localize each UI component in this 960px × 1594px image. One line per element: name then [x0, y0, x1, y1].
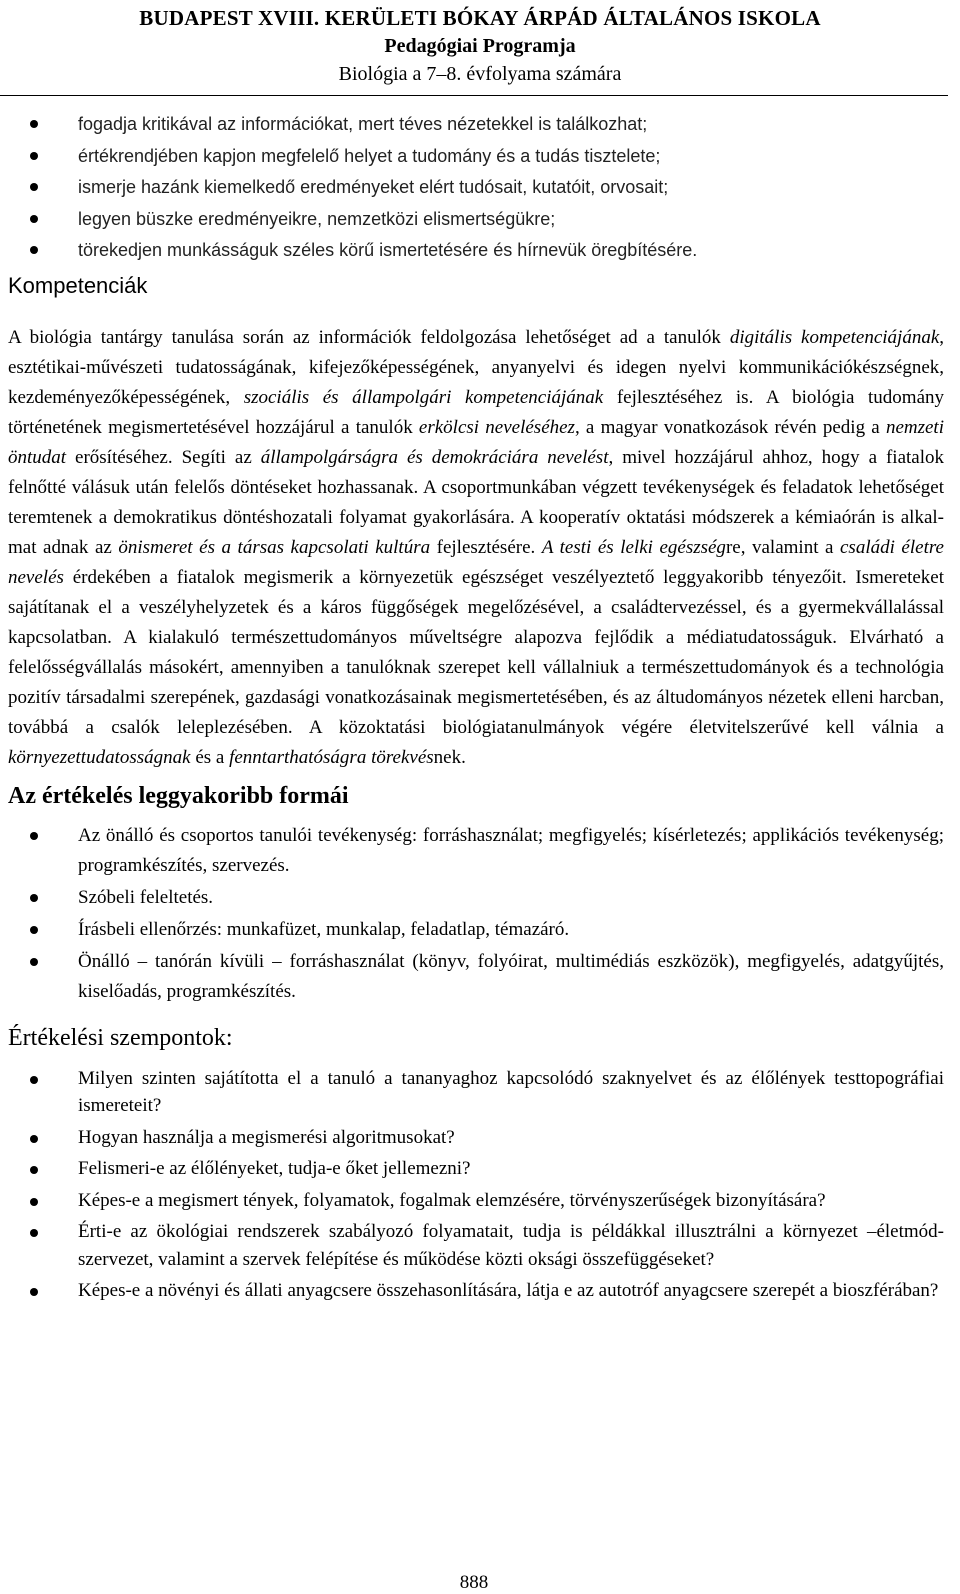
ertekelesi-szempontok-section — [8, 1021, 944, 1305]
list-item: Képes-e a növényi és állati anyagcsere összehasonlítására, látja e az autotróf anyagcsere szerepét a bioszférában? — [8, 1277, 944, 1305]
list-item: Szóbeli feleltetés. — [8, 883, 944, 913]
text-run: , a magyar vonatkozások révén pedig a — [574, 416, 886, 438]
bullet-icon — [30, 215, 38, 223]
kompetenciak-heading: Kompetenciák — [8, 272, 148, 298]
list-item: fogadja kritikával az információkat, mert téves nézetekkel is találkozhat; — [8, 109, 944, 141]
italic-phrase: szociális és állampolgári kompetenciájának — [243, 386, 604, 408]
list-item: Felismeri-e az élőlényeket, tudja-e őket jellemezni? — [8, 1155, 944, 1183]
ertekeles-formai-heading: Az értékelés leggyakoribb formái — [8, 782, 349, 809]
italic-phrase: állampolgárságra és demokráciára nevelést — [260, 446, 609, 468]
text-run: A biológia tantárgy tanulása során az információk feldolgozása lehetőséget ad a tanulók — [8, 326, 730, 348]
subject-subtitle: Biológia a 7–8. évfolyama számára — [338, 63, 622, 85]
list-item: Hogyan használja a megismerési algoritmusokat? — [8, 1124, 944, 1152]
bullet-icon — [30, 1135, 38, 1143]
bullet-icon — [30, 1076, 38, 1084]
program-title: Pedagógiai Programja — [384, 35, 576, 57]
text-run: nek. — [433, 746, 466, 768]
list-item: Milyen szinten sajátította el a tanuló a tananyaghoz kapcsolódó szaknyelvet és az élőlények testtopográfiai ismereteit? — [8, 1065, 944, 1120]
school-name: BUDAPEST XVIII. KERÜLETI BÓKAY ÁRPÁD ÁLTALÁNOS ISKOLA — [139, 6, 821, 30]
text-run: , mivel hozzájárul ahhoz, hogy a fiatalok felnőtté válásuk után felelős döntéseket hozhassanak. A csoportmunkában végzett tevékenységek és feladatok lehetőséget teremtenek a demokratikus döntéshozatali folyamat gyakorlására. A kooperatív oktatási módszerek a kémiaórán is alkalmat adnak az — [8, 446, 945, 558]
page-number: 888 — [459, 1572, 489, 1593]
list-item: törekedjen munkásságuk széles körű ismertetésére és hírnevük öregbítésére. — [8, 235, 944, 267]
bullet-icon — [30, 1229, 38, 1237]
list-item: Az önálló és csoportos tanulói tevékenység: forráshasználat; megfigyelés; kísérletezés; applikációs tevékenység; programkészítés, szervezés. — [8, 821, 944, 881]
ertekeles-formai-list — [8, 821, 944, 1007]
bullet-icon — [30, 152, 38, 160]
list-item: Érti-e az ökológiai rendszerek szabályozó folyamatait, tudja is példákkal illusztrálni a környezet –életmód- szervezet, valamint a szervek felépítése és működése közti oksági összefüggéseket? — [8, 1218, 944, 1273]
header-divider — [0, 95, 948, 96]
bullet-icon — [30, 926, 38, 934]
italic-phrase: erkölcsi neveléséhez — [418, 416, 575, 438]
list-item: Képes-e a megismert tények, folyamatok, fogalmak elemzésére, törvényszerűségek bizonyítására? — [8, 1187, 944, 1215]
italic-phrase: önismeret és a társas kapcsolati kultúra — [118, 536, 431, 558]
list-item: legyen büszke eredményeikre, nemzetközi elismertségükre; — [8, 204, 944, 236]
ertekelesi-szempontok-heading: Értékelési szempontok: — [8, 1024, 233, 1051]
bullet-icon — [30, 958, 38, 966]
list-item: Önálló – tanórán kívüli – forráshasználat (könyv, folyóirat, multimédiás eszközök), megfigyelés, adatgyűjtés, kiselőadás, programkészítés. — [8, 947, 944, 1007]
kompetenciak-paragraph — [8, 323, 944, 773]
ertekelesi-szempontok-list — [8, 1065, 944, 1305]
list-item: ismerje hazánk kiemelkedő eredményeket elért tudósait, kutatóit, orvosait; — [8, 172, 944, 204]
bullet-icon — [30, 246, 38, 254]
text-run: fejlesztésére. — [430, 536, 542, 558]
list-item: értékrendjében kapjon megfelelő helyet a tudomány és a tudás tisztelete; — [8, 141, 944, 173]
intro-bullet-list — [8, 109, 944, 267]
page-header — [0, 4, 960, 88]
bullet-icon — [30, 832, 38, 840]
text-run: érdekében a fiatalok megismerik a környezetük egészséget veszélyeztető leggyakoribb tényezőit. Ismereteket sajátítanak el a veszélyhelyzetek és a káros függőségek megelőzésével, a családtervezéssel, és a gyermekvállalással kapcsolatban. A kialakuló természettudományos műveltségre alapozva fejlődik a médiatudatosságuk. Elvárható a felelősségvállalás másokért, amennyiben a tanulóknak szerepet kell vállalniuk a természettudományok és a technológia pozitív társadalmi szerepének, gazdasági vonatkozásainak megismertetésében, és az áltudományos nézetek elleni harcban, továbbá a csalók leleplezésében. A közoktatási biológiatanulmányok végére életvitelszerűvé kell válnia a — [8, 566, 944, 738]
text-run: , esztétikai-művészeti tudatosságának, kifejezőképességének, anyanyelvi és idegen nyelvi kommunikációkészségnek, kezdeményezőképességének, — [8, 326, 945, 408]
bullet-icon — [30, 894, 38, 902]
text-run: erősítéséhez. Segíti az — [66, 446, 261, 468]
italic-phrase: fenntarthatóságra törekvés — [229, 746, 434, 768]
text-run: és a — [190, 746, 230, 768]
bullet-icon — [30, 1198, 38, 1206]
ertekeles-formai-section — [8, 779, 944, 1007]
document-body — [8, 109, 944, 1309]
list-item: Írásbeli ellenőrzés: munkafüzet, munkalap, feladatlap, témazáró. — [8, 915, 944, 945]
bullet-icon — [30, 120, 38, 128]
bullet-icon — [30, 183, 38, 191]
italic-phrase: környezettudatosságnak — [8, 746, 191, 768]
italic-phrase: családi életre nevelés — [8, 536, 944, 588]
bullet-icon — [30, 1288, 38, 1296]
text-run: fejlesztéséhez is. A biológia tudomány történetének megismertetésével hozzájárul a tanulók — [8, 386, 944, 438]
italic-phrase: nemzeti öntudat — [8, 416, 944, 468]
italic-phrase: A testi és lelki egészség — [541, 536, 726, 558]
italic-phrase: digitális kompetenciájának — [729, 326, 940, 348]
bullet-icon — [30, 1166, 38, 1174]
text-run: re, valamint a — [725, 536, 840, 558]
